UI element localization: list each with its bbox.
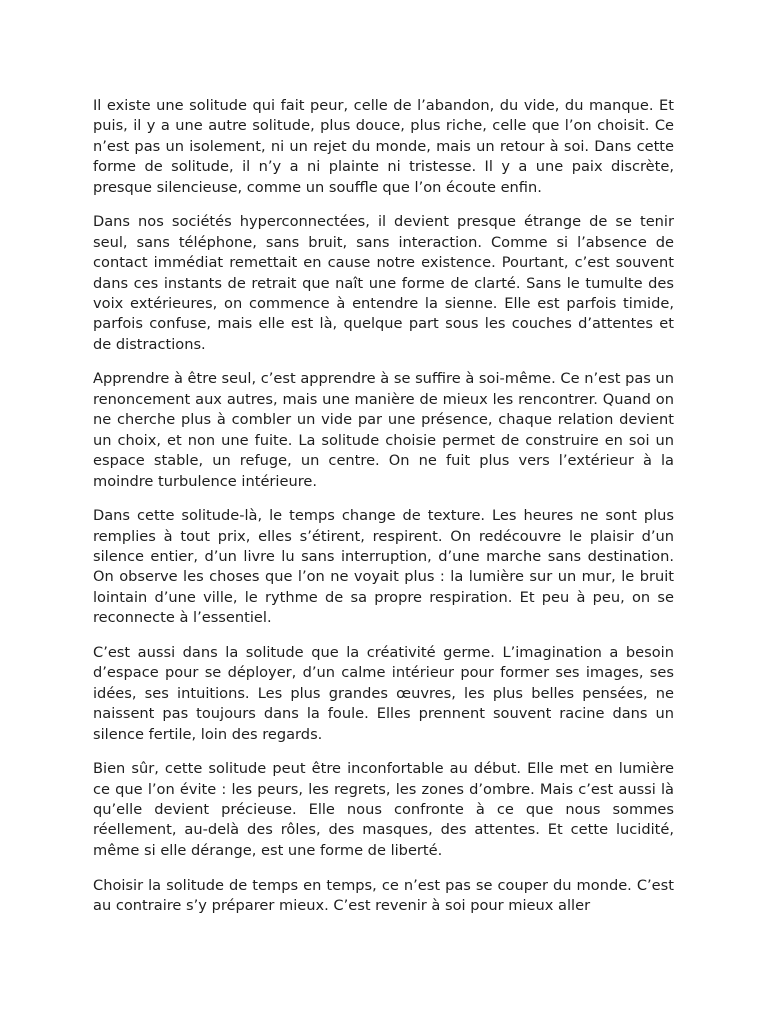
paragraph-6: Bien sûr, cette solitude peut être inconfortable au début. Elle met en lumière ce que l’on évite : les peurs, les regrets, les zones d’ombre. Mais c’est aussi là qu’elle devient précieuse. Elle nous confronte à ce que nous sommes réellement, au-delà des rôles, des masques, des attentes. Et cette lucidité, même si elle dérange, est une forme de liberté. — [93, 760, 674, 859]
paragraph-5: C’est aussi dans la solitude que la créativité germe. L’imagination a besoin d’espace pour se déployer, d’un calme intérieur pour former ses images, ses idées, ses intuitions. Les plus grandes œuvres, les plus belles pensées, ne naissent pas toujours dans la foule. Elles prennent souvent racine dans un silence fertile, loin des regards. — [93, 643, 674, 743]
paragraph-3: Apprendre à être seul, c’est apprendre à se suffire à soi-même. Ce n’est pas un renoncement aux autres, mais une manière de mieux les rencontrer. Quand on ne cherche plus à combler un vide par une présence, chaque relation devient un choix, et non une fuite. La solitude choisie permet de construire en soi un espace stable, un refuge, un centre. On ne fuit plus vers l’extérieur à la moindre turbulence intérieure. — [93, 370, 674, 490]
document-page — [93, 96, 674, 1024]
paragraph-2: Dans nos sociétés hyperconnectées, il devient presque étrange de se tenir seul, sans téléphone, sans bruit, sans interaction. Comme si l’absence de contact immédiat remettait en cause notre existence. Pourtant, c’est souvent dans ces instants de retrait que naît une forme de clarté. Sans le tumulte des voix extérieures, on commence à entendre la sienne. Elle est parfois timide, parfois confuse, mais elle est là, quelque part sous les couches d’attentes et de distractions. — [93, 213, 674, 353]
paragraph-7: Choisir la solitude de temps en temps, ce n’est pas se couper du monde. C’est au contraire s’y préparer mieux. C’est revenir à soi pour mieux aller — [93, 876, 674, 914]
paragraph-1: Il existe une solitude qui fait peur, celle de l’abandon, du vide, du manque. Et puis, il y a une autre solitude, plus douce, plus riche, celle que l’on choisit. Ce n’est pas un isolement, ni un rejet du monde, mais un retour à soi. Dans cette forme de solitude, il n’y a ni plainte ni tristesse. Il y a une paix discrète, presque silencieuse, comme un souffle que l’on écoute enfin. — [93, 97, 674, 196]
paragraph-4: Dans cette solitude-là, le temps change de texture. Les heures ne sont plus remplies à tout prix, elles s’étirent, respirent. On redécouvre le plaisir d’un silence entier, d’un livre lu sans interruption, d’une marche sans destination. On observe les choses que l’on ne voyait plus : la lumière sur un mur, le bruit lointain d’une ville, le rythme de sa propre respiration. Et peu à peu, on se reconnecte à l’essentiel. — [93, 507, 674, 627]
